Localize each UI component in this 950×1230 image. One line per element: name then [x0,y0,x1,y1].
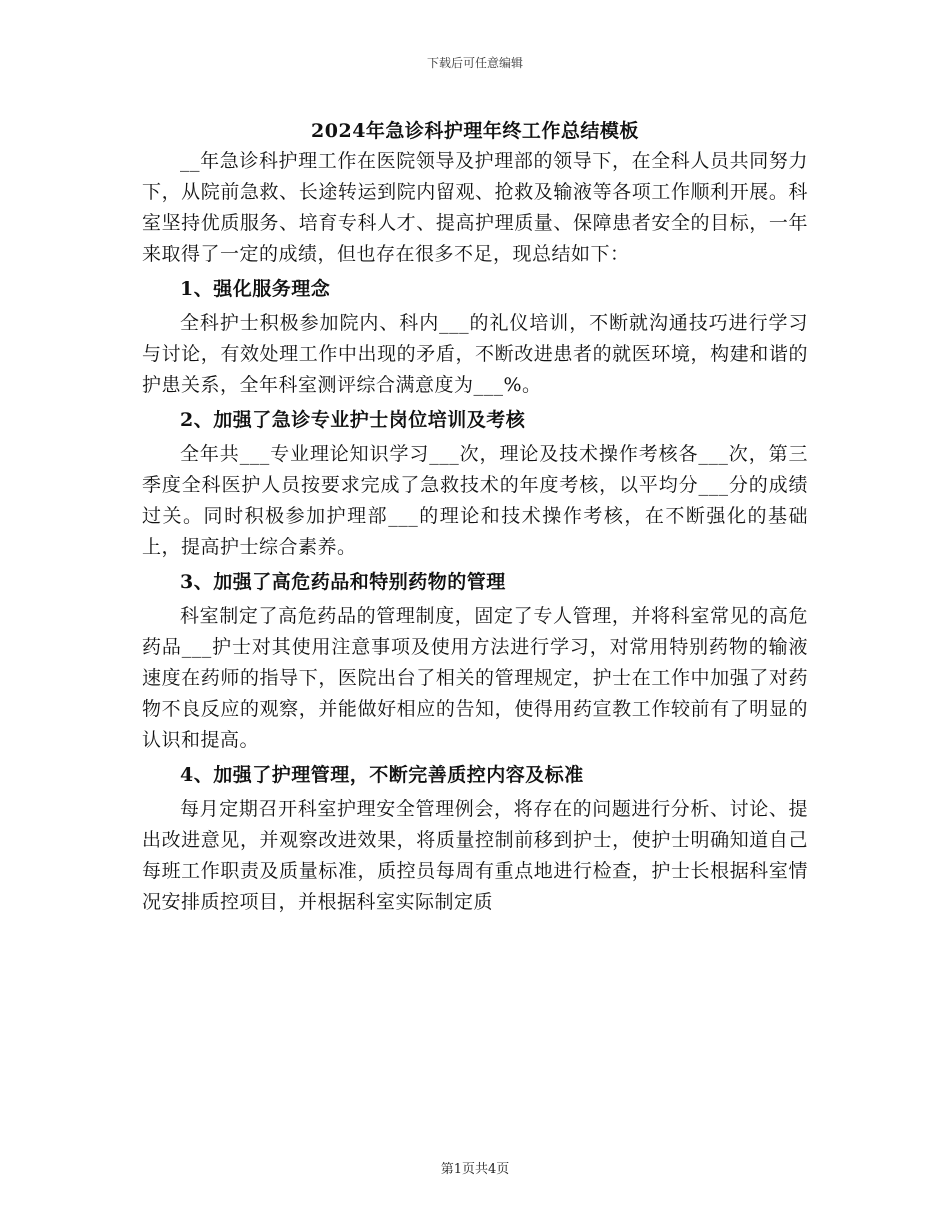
section-heading-2: 2、加强了急诊专业护士岗位培训及考核 [180,409,526,431]
page-number-footer: 第1页共4页 [440,1162,510,1177]
intro-paragraph: __年急诊科护理工作在医院领导及护理部的领导下，在全科人员共同努力下，从院前急救、长途转运到院内留观、抢救及输液等各项工作顺利开展。科室坚持优质服务、培育专科人才、提高护理质量、保障患者安全的目标，一年来取得了一定的成绩，但也存在很多不足，现总结如下： [142,150,808,265]
section-heading-3: 3、加强了高危药品和特别药物的管理 [180,571,506,593]
document-title: 2024年急诊科护理年终工作总结模板 [311,120,639,142]
page-header-note: 下载后可任意编辑 [426,56,523,70]
section-body-2: 全年共___专业理论知识学习___次，理论及技术操作考核各___次，第三季度全科医护人员按要求完成了急救技术的年度考核，以平均分___分的成绩过关。同时积极参加护理部___的理论和技术操作考核，在不断强化的基础上，提高护士综合素养。 [142,443,808,558]
document-body [142,146,808,918]
section-body-4: 每月定期召开科室护理安全管理例会，将存在的问题进行分析、讨论、提出改进意见，并观察改进效果，将质量控制前移到护士，使护士明确知道自己每班工作职责及质量标准，质控员每周有重点地进行检查，护士长根据科室情况安排质控项目，并根据科室实际制定质 [142,798,808,913]
section-body-1: 全科护士积极参加院内、科内___的礼仪培训，不断就沟通技巧进行学习与讨论，有效处理工作中出现的矛盾，不断改进患者的就医环境，构建和谐的护患关系，全年科室测评综合满意度为___%。 [142,312,808,396]
section-heading-1: 1、强化服务理念 [180,278,331,300]
section-heading-4: 4、加强了护理管理，不断完善质控内容及标准 [180,764,584,786]
section-body-3: 科室制定了高危药品的管理制度，固定了专人管理，并将科室常见的高危药品___护士对其使用注意事项及使用方法进行学习，对常用特别药物的输液速度在药师的指导下，医院出台了相关的管理规定，护士在工作中加强了对药物不良反应的观察，并能做好相应的告知，使得用药宣教工作较前有了明显的认识和提高。 [142,605,808,751]
